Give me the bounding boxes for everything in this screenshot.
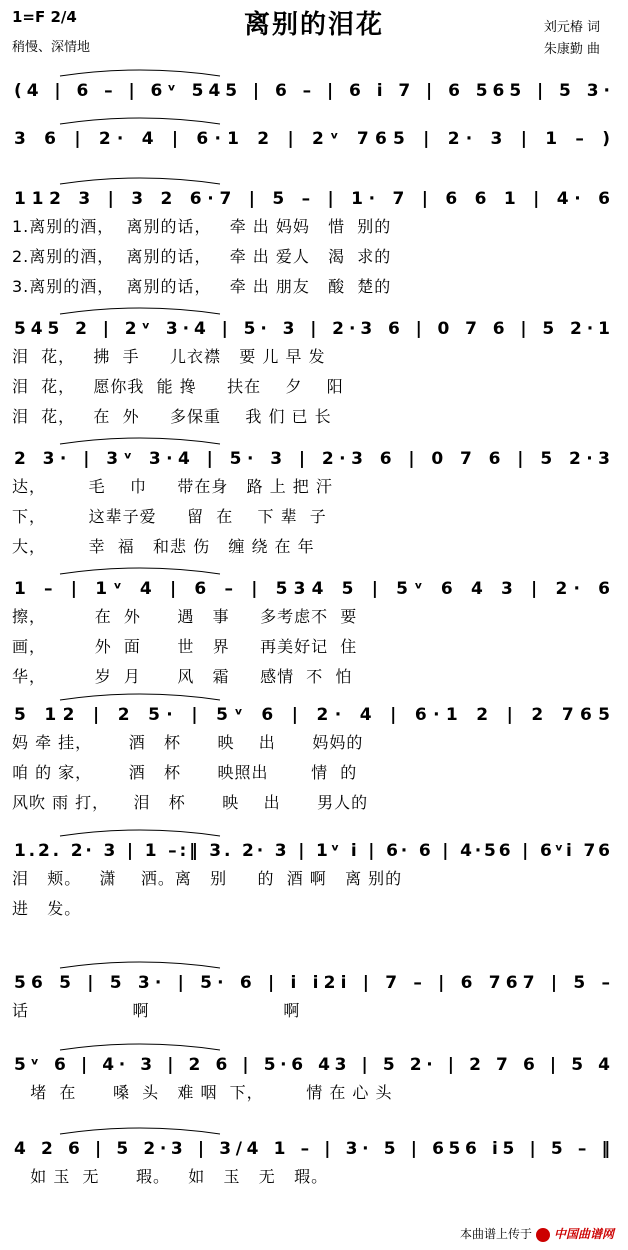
slur-arc (60, 830, 220, 836)
notation-svg (0, 962, 628, 1002)
notation-text: 112 3 | 3 2 6·7 | 5 – | 1· 7 | 6 6 1 | 4· 6 (14, 189, 611, 209)
lyric-line (0, 534, 628, 558)
notation-text: 1 – | 1ᵛ 4 | 6 – | 534 5 | 5ᵛ 6 4 3 | 2· 6 (14, 579, 611, 599)
slur-arc (60, 568, 220, 574)
notation-line (0, 962, 628, 1002)
slur-arc (60, 178, 220, 184)
lyric-line (0, 866, 628, 890)
notation-text: 5 12 | 2 5· | 5ᵛ 6 | 2· 4 | 6·1 2 | 2 765 (14, 705, 610, 725)
slur-arc (60, 70, 220, 76)
notation-text: 5ᵛ 6 | 4· 3 | 2 6 | 5·6 43 | 5 2· | 2 7 6 | 5 4 (14, 1055, 610, 1075)
site-name[interactable]: 中国曲谱网 (553, 1227, 614, 1241)
notation-svg (0, 438, 628, 478)
lyric-line (0, 1080, 628, 1104)
lyric-line (0, 404, 628, 428)
lyric-text: 华， 岁 月 风 霜 感情 不 怕 (12, 667, 353, 686)
lyric-text: 风吹 雨 打， 泪 杯 映 出 男人的 (12, 793, 369, 812)
lyric-text: 大， 幸 福 和悲 伤 缠 绕 在 年 (12, 537, 315, 556)
lyric-line (0, 344, 628, 368)
slur-arc (60, 694, 220, 700)
lyric-text: 话 啊 啊 (12, 1001, 301, 1020)
lyric-text: 1.离别的酒， 离别的话， 牵 出 妈妈 惜 别的 (12, 217, 392, 236)
lyric-line (0, 760, 628, 784)
notation-text: 56 5 | 5 3· | 5· 6 | i i2i | 7 – | 6 767 | 5 – (14, 973, 611, 993)
notation-text: 3 6 | 2· 4 | 6·1 2 | 2ᵛ 765 | 2· 3 | 1 – ) (14, 129, 610, 149)
notation-line (0, 568, 628, 608)
notation-line (0, 178, 628, 218)
key-signature: 1=F 2/4 (12, 8, 77, 26)
lyric-line (0, 730, 628, 754)
slur-arc (60, 962, 220, 968)
footer (460, 1225, 614, 1242)
composer-credit: 朱康勤 曲 (543, 42, 600, 57)
lyric-text: 进 发。 (12, 899, 82, 918)
lyric-line (0, 1164, 628, 1188)
lyric-text: 达， 毛 巾 带在身 路 上 把 汗 (12, 477, 333, 496)
notation-svg (0, 70, 628, 110)
notation-text: (4 | 6 – | 6ᵛ 545 | 6 – | 6 i 7 | 6 565 | 5 3· (14, 81, 611, 101)
notation-line (0, 118, 628, 158)
lyric-line (0, 274, 628, 298)
slur-arc (60, 118, 220, 124)
tempo-marking: 稍慢、深情地 (12, 40, 91, 55)
notation-line (0, 1128, 628, 1168)
notation-svg (0, 118, 628, 158)
notation-svg (0, 1128, 628, 1168)
lyric-line (0, 244, 628, 268)
lyric-text: 泪 花， 愿你我 能 搀 扶在 夕 阳 (12, 377, 344, 396)
lyric-text: 画， 外 面 世 界 再美好记 住 (12, 637, 358, 656)
notation-text: 2 3· | 3ᵛ 3·4 | 5· 3 | 2·3 6 | 0 7 6 | 5 2·3 (14, 449, 610, 469)
lyric-line (0, 374, 628, 398)
slur-arc (60, 1044, 220, 1050)
notation-line (0, 438, 628, 478)
lyric-text: 3.离别的酒， 离别的话， 牵 出 朋友 酸 楚的 (12, 277, 392, 296)
lyric-text: 如 玉 无 瑕。 如 玉 无 瑕。 (12, 1167, 329, 1186)
lyric-line (0, 504, 628, 528)
lyric-text: 下， 这辈子爱 留 在 下 辈 子 (12, 507, 327, 526)
lyric-line (0, 634, 628, 658)
notation-line (0, 694, 628, 734)
notation-line (0, 830, 628, 870)
page-title: 离别的泪花 (243, 10, 384, 40)
lyric-text: 堵 在 嗓 头 难 咽 下， 情 在 心 头 (12, 1083, 393, 1102)
lyric-line (0, 664, 628, 688)
lyric-text: 2.离别的酒， 离别的话， 牵 出 爱人 渴 求的 (12, 247, 392, 266)
lyric-text: 泪 颊。 潇 洒。离 别 的 酒 啊 离 别的 (12, 869, 403, 888)
lyric-text: 擦， 在 外 遇 事 多考虑不 要 (12, 607, 358, 626)
notation-svg (0, 568, 628, 608)
notation-svg (0, 178, 628, 218)
notation-line (0, 70, 628, 110)
footer-text: 本曲谱上传于 (459, 1227, 532, 1241)
notation-svg (0, 830, 628, 870)
slur-arc (60, 1128, 220, 1134)
notation-line (0, 1044, 628, 1084)
lyric-line (0, 604, 628, 628)
lyric-line (0, 214, 628, 238)
slur-arc (60, 438, 220, 444)
lyric-text: 咱 的 家， 酒 杯 映照出 情 的 (12, 763, 358, 782)
notation-svg (0, 1044, 628, 1084)
lyric-line (0, 474, 628, 498)
lyric-text: 妈 牵 挂， 酒 杯 映 出 妈妈的 (12, 733, 364, 752)
lyricist-credit: 刘元椿 词 (543, 20, 600, 35)
lyric-line (0, 790, 628, 814)
notation-text: 1.2. 2· 3 | 1 –:‖ 3. 2· 3 | 1ᵛ i | 6· 6 | 4·56 | 6ᵛi 76 (14, 841, 611, 861)
slur-arc (60, 308, 220, 314)
notation-svg (0, 308, 628, 348)
lyric-line (0, 896, 628, 920)
lyric-text: 泪 花， 拂 手 儿衣襟 要 儿 早 发 (12, 347, 326, 366)
site-logo-icon (536, 1228, 550, 1242)
notation-svg (0, 694, 628, 734)
lyric-text: 泪 花， 在 外 多保重 我 们 已 长 (12, 407, 332, 426)
notation-line (0, 308, 628, 348)
notation-text: 4 2 6 | 5 2·3 | 3/4 1 – | 3· 5 | 656 i5 | 5 – ‖ (14, 1139, 610, 1159)
lyric-line (0, 998, 628, 1022)
notation-text: 545 2 | 2ᵛ 3·4 | 5· 3 | 2·3 6 | 0 7 6 | 5 2·1 (14, 319, 610, 339)
